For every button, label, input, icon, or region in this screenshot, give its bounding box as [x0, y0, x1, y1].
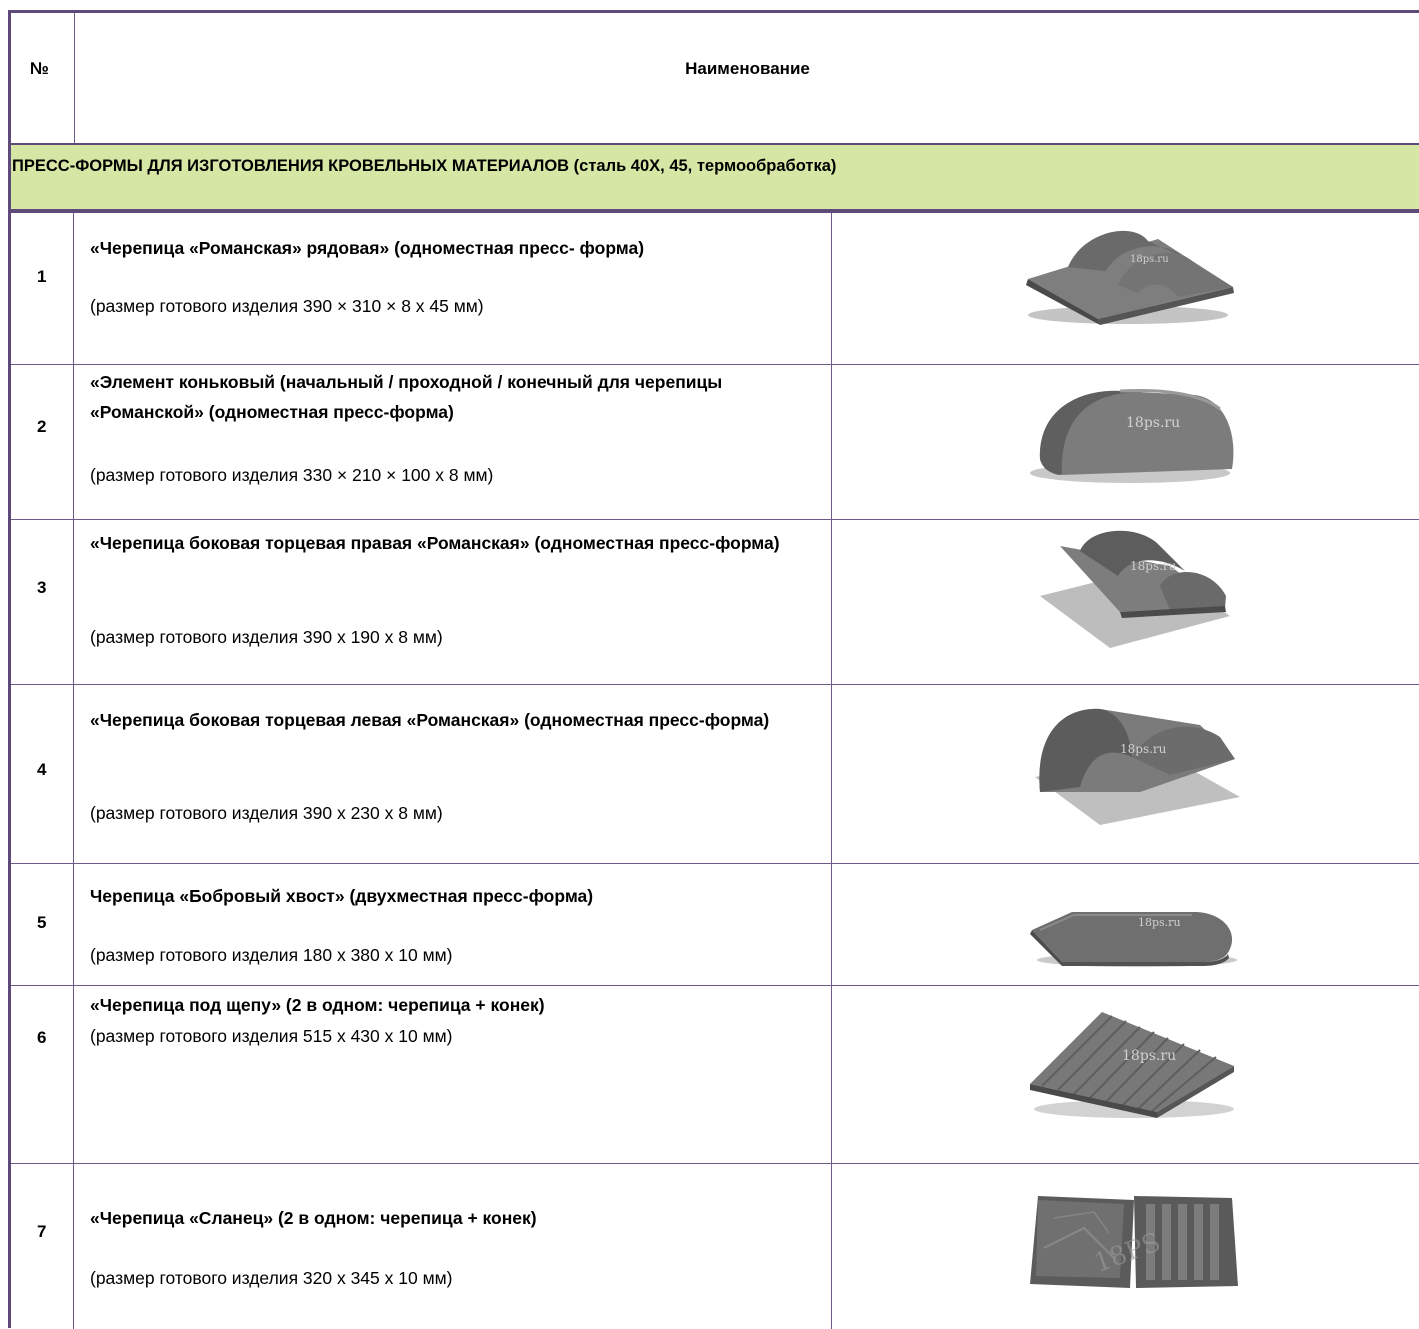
- svg-text:18PS: 18PS: [1090, 1227, 1165, 1279]
- header-name-cell: [74, 13, 1419, 143]
- watermark-text: 18ps.ru: [1138, 916, 1181, 929]
- row-image-cell: [831, 685, 1419, 863]
- product-title: «Черепица «Романская» рядовая» (одноместная пресс- форма): [90, 238, 645, 258]
- row-description-cell: [73, 685, 831, 863]
- section-title: ПРЕСС-ФОРМЫ ДЛЯ ИЗГОТОВЛЕНИЯ КРОВЕЛЬНЫХ МАТЕРИАЛОВ (сталь 40Х, 45, термообработка): [12, 157, 837, 175]
- row-number: 5: [37, 913, 47, 932]
- product-dimensions: (размер готового изделия 180 х 380 х 10 мм): [90, 945, 453, 965]
- row-description-cell: [73, 986, 831, 1163]
- row-number: 4: [37, 760, 47, 779]
- side-tile-right-icon: [1020, 526, 1245, 656]
- product-title: Черепица «Бобровый хвост» (двухместная пресс-форма): [90, 886, 594, 906]
- header-number-label: №: [30, 59, 49, 78]
- watermark-text: 18ps.ru: [1130, 254, 1169, 265]
- table-header: [11, 13, 1419, 143]
- row-number-cell: [11, 986, 73, 1163]
- row-image-cell: [831, 1164, 1419, 1329]
- table-row: [11, 685, 1419, 864]
- product-dimensions: (размер готового изделия 330 × 210 × 100 х 8 мм): [90, 465, 494, 485]
- product-title: «Черепица под щепу» (2 в одном: черепица + конек): [90, 995, 545, 1015]
- row-number-cell: [11, 365, 73, 519]
- row-description-cell: [73, 1164, 831, 1329]
- product-title: «Черепица боковая торцевая правая «Романская» (одноместная пресс-форма): [90, 533, 780, 553]
- row-number: 6: [37, 1028, 47, 1047]
- row-number: 1: [37, 267, 47, 286]
- table-row: [11, 864, 1419, 986]
- row-number-cell: [11, 520, 73, 684]
- row-number-cell: [11, 213, 73, 364]
- ridge-element-icon: [1020, 379, 1245, 489]
- product-title: «Черепица «Сланец» (2 в одном: черепица + конек): [90, 1208, 537, 1228]
- row-number-cell: [11, 1164, 73, 1329]
- product-dimensions: (размер готового изделия 390 × 310 × 8 х 45 мм): [90, 296, 484, 316]
- side-tile-left-icon: [1020, 697, 1250, 827]
- product-dimensions: (размер готового изделия 390 х 190 х 8 мм): [90, 627, 443, 647]
- watermark-text: 18ps.ru: [1120, 742, 1167, 756]
- slate-tile-icon: [1024, 1188, 1246, 1294]
- roman-tile-icon: [1018, 219, 1248, 329]
- row-image-cell: [831, 986, 1419, 1163]
- row-image-cell: [831, 864, 1419, 985]
- header-name-label: Наименование: [685, 59, 810, 78]
- table-row: [11, 520, 1419, 685]
- row-description-cell: [73, 520, 831, 684]
- row-number: 2: [37, 417, 47, 436]
- table-row: [11, 213, 1419, 365]
- shingle-tile-icon: [1022, 994, 1244, 1124]
- table-row: [11, 1164, 1419, 1329]
- table-row: [11, 986, 1419, 1164]
- product-dimensions: (размер готового изделия 320 х 345 х 10 мм): [90, 1268, 453, 1288]
- header-number-cell: [11, 13, 73, 143]
- row-number-cell: [11, 685, 73, 863]
- product-title: «Элемент коньковый (начальный / проходной / конечный для черепицы «Романской» (одноместная пресс-форма): [90, 372, 723, 422]
- section-header: [11, 145, 1419, 209]
- watermark-text: 18ps.ru: [1130, 559, 1177, 573]
- row-description-cell: [73, 365, 831, 519]
- beaver-tail-tile-icon: [1022, 884, 1242, 974]
- row-description-cell: [73, 864, 831, 985]
- table-row: [11, 365, 1419, 520]
- row-image-cell: [831, 520, 1419, 684]
- row-image-cell: [831, 213, 1419, 364]
- row-number: 7: [37, 1222, 47, 1241]
- product-title: «Черепица боковая торцевая левая «Романская» (одноместная пресс-форма): [90, 710, 770, 730]
- row-number: 3: [37, 578, 47, 597]
- row-image-cell: [831, 365, 1419, 519]
- watermark-text: 18ps.ru: [1126, 415, 1181, 431]
- product-dimensions: (размер готового изделия 390 х 230 х 8 мм): [90, 803, 443, 823]
- watermark-text: 18ps.ru: [1122, 1048, 1177, 1064]
- row-description-cell: [73, 213, 831, 364]
- product-dimensions: (размер готового изделия 515 х 430 х 10 мм): [90, 1026, 453, 1046]
- row-number-cell: [11, 864, 73, 985]
